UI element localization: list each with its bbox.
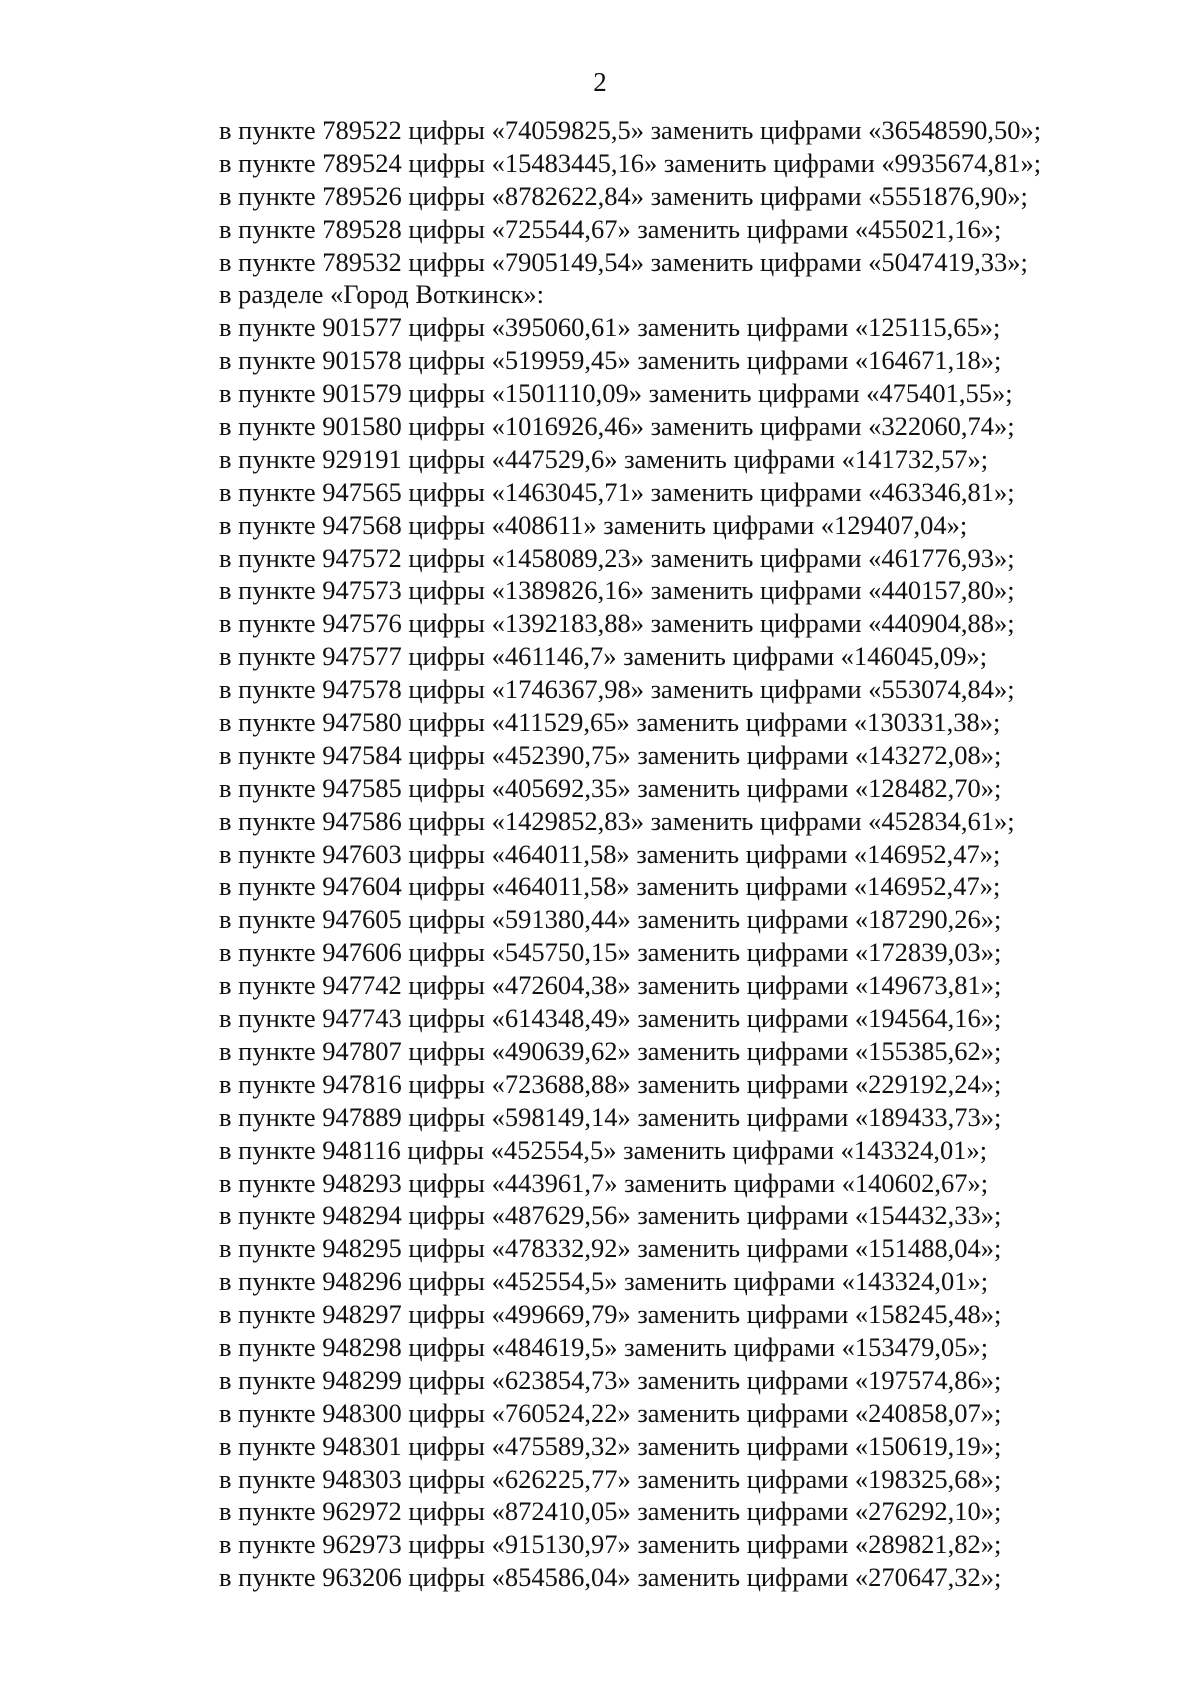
amendment-line: в пункте 948295 цифры «478332,92» заменить цифрами «151488,04»; [219,1233,1002,1264]
amendment-line: в пункте 789528 цифры «725544,67» заменить цифрами «455021,16»; [219,213,1002,244]
amendment-line: в пункте 948299 цифры «623854,73» заменить цифрами «197574,86»; [219,1364,1002,1395]
amendment-line: в пункте 901577 цифры «395060,61» заменить цифрами «125115,65»; [219,312,1001,343]
amendment-line: в пункте 789526 цифры «8782622,84» заменить цифрами «5551876,90»; [219,180,1028,211]
amendment-line: в пункте 948300 цифры «760524,22» заменить цифрами «240858,07»; [219,1397,1002,1428]
amendment-line: в пункте 947576 цифры «1392183,88» заменить цифрами «440904,88»; [219,608,1015,639]
amendment-line: в пункте 947568 цифры «408611» заменить цифрами «129407,04»; [219,509,968,540]
amendment-line: в пункте 947603 цифры «464011,58» заменить цифрами «146952,47»; [219,838,1001,869]
amendment-line: в пункте 901580 цифры «1016926,46» заменить цифрами «322060,74»; [219,411,1015,442]
amendment-line: в пункте 962973 цифры «915130,97» заменить цифрами «289821,82»; [219,1529,1002,1560]
amendment-line: в пункте 947573 цифры «1389826,16» заменить цифрами «440157,80»; [219,575,1015,606]
amendment-line: в пункте 948293 цифры «443961,7» заменить цифрами «140602,67»; [219,1167,989,1198]
amendment-list [219,114,1159,1594]
amendment-line: в пункте 947580 цифры «411529,65» заменить цифрами «130331,38»; [219,707,1001,738]
amendment-line: в пункте 947816 цифры «723688,88» заменить цифрами «229192,24»; [219,1068,1002,1099]
amendment-line: в пункте 948297 цифры «499669,79» заменить цифрами «158245,48»; [219,1299,1002,1330]
amendment-line: в пункте 947605 цифры «591380,44» заменить цифрами «187290,26»; [219,904,1002,935]
amendment-line: в пункте 947604 цифры «464011,58» заменить цифрами «146952,47»; [219,871,1001,902]
amendment-line: в пункте 789522 цифры «74059825,5» заменить цифрами «36548590,50»; [219,115,1042,145]
amendment-line: в пункте 901578 цифры «519959,45» заменить цифрами «164671,18»; [219,345,1002,376]
amendment-line: в пункте 947578 цифры «1746367,98» заменить цифрами «553074,84»; [219,674,1015,705]
amendment-line: в пункте 962972 цифры «872410,05» заменить цифрами «276292,10»; [219,1496,1002,1527]
amendment-line: в пункте 929191 цифры «447529,6» заменить цифрами «141732,57»; [219,443,989,474]
amendment-line: в пункте 948303 цифры «626225,77» заменить цифрами «198325,68»; [219,1463,1002,1494]
amendment-line: в пункте 947742 цифры «472604,38» заменить цифрами «149673,81»; [219,970,1002,1001]
amendment-line: в пункте 947889 цифры «598149,14» заменить цифрами «189433,73»; [219,1101,1002,1132]
amendment-line: в пункте 789532 цифры «7905149,54» заменить цифрами «5047419,33»; [219,246,1028,277]
amendment-line: в пункте 948116 цифры «452554,5» заменить цифрами «143324,01»; [219,1134,988,1165]
amendment-line: в пункте 947584 цифры «452390,75» заменить цифрами «143272,08»; [219,739,1002,770]
amendment-line: в пункте 948301 цифры «475589,32» заменить цифрами «150619,19»; [219,1430,1002,1461]
amendment-line: в пункте 789524 цифры «15483445,16» заменить цифрами «9935674,81»; [219,147,1042,178]
amendment-line: в пункте 948294 цифры «487629,56» заменить цифрами «154432,33»; [219,1200,1002,1231]
section-heading: в разделе «Город Воткинск»: [219,279,544,310]
amendment-line: в пункте 947565 цифры «1463045,71» заменить цифрами «463346,81»; [219,476,1015,507]
amendment-line: в пункте 947743 цифры «614348,49» заменить цифрами «194564,16»; [219,1003,1002,1034]
amendment-line: в пункте 947585 цифры «405692,35» заменить цифрами «128482,70»; [219,772,1002,803]
amendment-line: в пункте 947606 цифры «545750,15» заменить цифрами «172839,03»; [219,937,1002,968]
amendment-line: в пункте 963206 цифры «854586,04» заменить цифрами «270647,32»; [219,1562,1002,1593]
amendment-line: в пункте 947577 цифры «461146,7» заменить цифрами «146045,09»; [219,641,988,672]
amendment-line: в пункте 947807 цифры «490639,62» заменить цифрами «155385,62»; [219,1035,1002,1066]
amendment-line: в пункте 947586 цифры «1429852,83» заменить цифрами «452834,61»; [219,805,1015,836]
amendment-line: в пункте 947572 цифры «1458089,23» заменить цифрами «461776,93»; [219,542,1015,573]
page-number: 2 [593,67,607,97]
amendment-line: в пункте 948298 цифры «484619,5» заменить цифрами «153479,05»; [219,1331,989,1362]
amendment-line: в пункте 901579 цифры «1501110,09» заменить цифрами «475401,55»; [219,378,1013,409]
amendment-line: в пункте 948296 цифры «452554,5» заменить цифрами «143324,01»; [219,1266,989,1297]
